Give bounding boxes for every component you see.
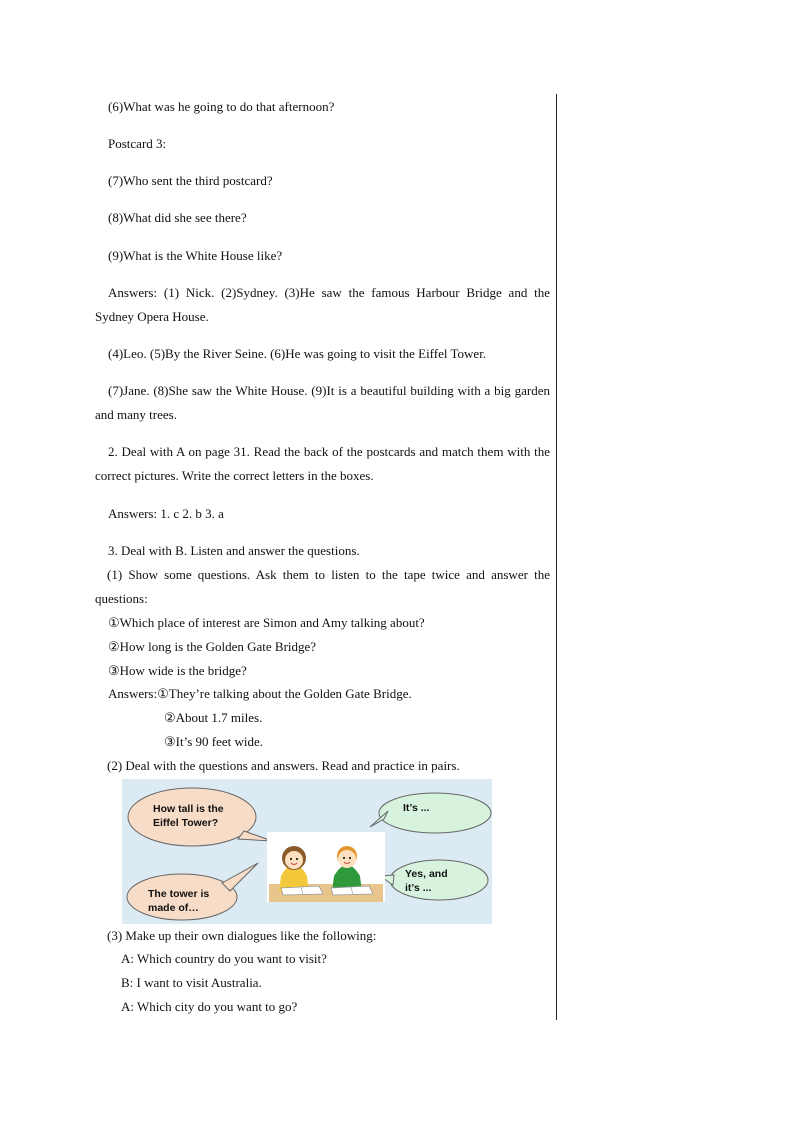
question-7: (7)Who sent the third postcard? [108,173,273,188]
listening-answer-1: Answers:①They’re talking about the Golden Gate Bridge. [108,686,412,701]
answers-4-6: (4)Leo. (5)By the River Seine. (6)He was going to visit the Eiffel Tower. [108,346,487,361]
table-border-line [556,94,557,1020]
bubble-its-text: It’s ... [403,802,430,814]
listening-question-2: ②How long is the Golden Gate Bridge? [108,639,317,654]
activity-3: 3. Deal with B. Listen and answer the questions. [108,543,360,558]
answers-1-3: Answers: (1) Nick. (2)Sydney. (3)He saw the famous Harbour Bridge and the Sydney Opera House. [95,285,550,324]
question-6: (6)What was he going to do that afternoon? [108,99,335,114]
activity-2: 2. Deal with A on page 31. Read the back of the postcards and match them with the correct pictures. Write the correct letters in the boxes. [95,444,550,483]
listening-question-3: ③How wide is the bridge? [108,663,247,678]
question-8: (8)What did she see there? [108,210,247,225]
dialogue-line-1: A: Which country do you want to visit? [121,951,327,966]
activity-3-step-3: (3) Make up their own dialogues like the following: [107,928,377,943]
bubble-question-text: How tall is the Eiffel Tower? [153,803,224,829]
listening-question-1: ①Which place of interest are Simon and Amy talking about? [108,615,425,630]
activity-3-step-1: (1) Show some questions. Ask them to listen to the tape twice and answer the questions: [95,567,550,606]
children-icon [267,832,385,902]
bubble-tower-text: The tower is made of… [148,888,210,914]
children-reading-picture [267,832,385,902]
dialogue-line-3: A: Which city do you want to go? [121,999,298,1014]
activity-3-step-2: (2) Deal with the questions and answers. Read and practice in pairs. [107,758,460,773]
listening-answer-3: ③It’s 90 feet wide. [164,734,264,749]
question-9: (9)What is the White House like? [108,248,283,263]
postcard-3-heading: Postcard 3: [108,136,167,151]
activity-2-answers: Answers: 1. c 2. b 3. a [108,506,224,521]
bubble-yes-text: Yes, and it’s ... [405,868,448,894]
answers-7-9: (7)Jane. (8)She saw the White House. (9)It is a beautiful building with a big garden and many trees. [95,383,550,422]
dialogue-line-2: B: I want to visit Australia. [121,975,262,990]
listening-answer-2: ②About 1.7 miles. [164,710,263,725]
dialogue-illustration [122,779,492,924]
